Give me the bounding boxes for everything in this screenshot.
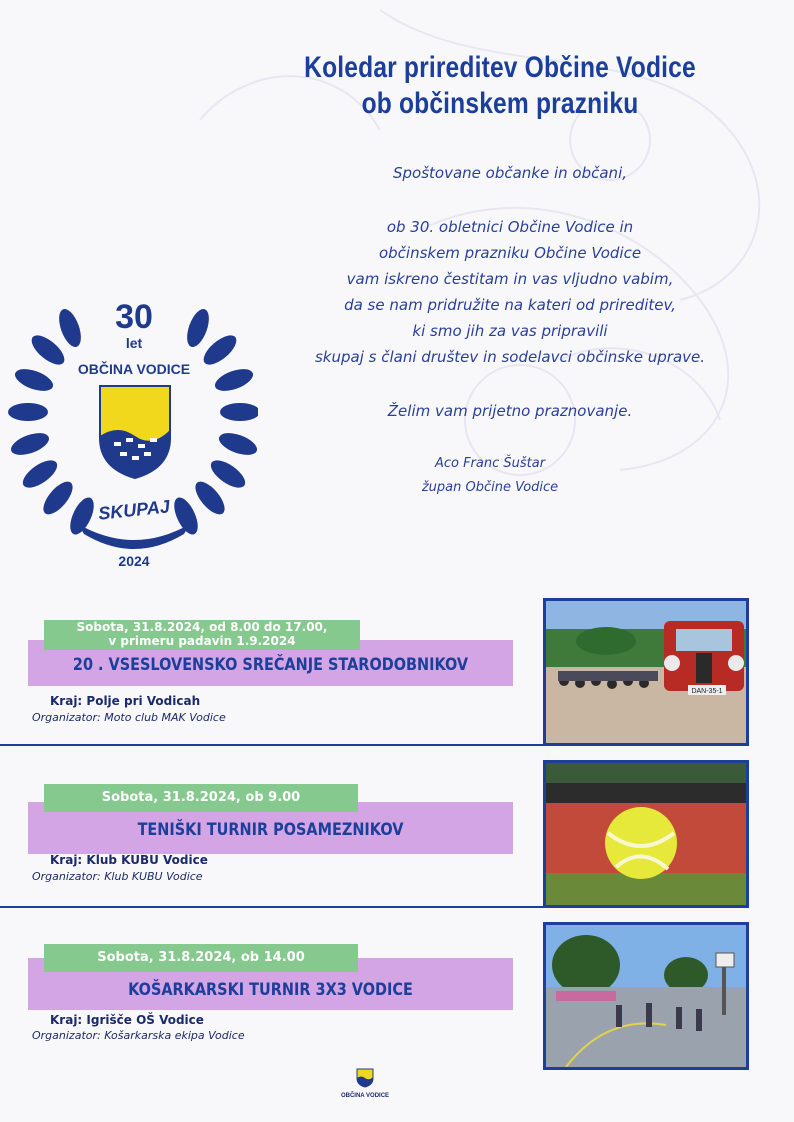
letter-line: ki smo jih za vas pripravili <box>412 322 608 340</box>
event-1-date-alt: v primeru padavin 1.9.2024 <box>108 634 296 648</box>
vintage-car-rally-photo <box>546 601 746 743</box>
emblem-year: 2024 <box>118 553 150 569</box>
event-3-organizer: Organizator: Košarkarska ekipa Vodice <box>32 1029 245 1042</box>
signature-name: Aco Franc Šuštar <box>434 456 546 471</box>
letter-line: ob 30. obletnici Občine Vodice in <box>386 218 634 236</box>
letter-greeting: Spoštovane občanke in občani, <box>392 164 628 182</box>
event-3-date: Sobota, 31.8.2024, ob 14.00 <box>97 950 305 965</box>
basketball-court-photo <box>546 925 746 1067</box>
emblem-motto: SKUPAJ <box>97 496 171 524</box>
event-2-organizer: Organizator: Klub KUBU Vodice <box>32 870 203 883</box>
license-plate: DAN-35-1 <box>691 688 723 695</box>
letter-line: skupaj s člani društev in sodelavci občinske uprave. <box>314 348 706 366</box>
letter-wish: Želim vam prijetno praznovanje. <box>387 402 633 420</box>
event-2-title: TENIŠKI TURNIR POSAMEZNIKOV <box>137 820 404 840</box>
title-line-2: ob občinskem prazniku <box>361 87 639 120</box>
letter-body <box>260 214 760 370</box>
emblem-let: let <box>125 335 143 351</box>
event-2-date-band <box>44 784 358 812</box>
coat-of-arms-icon <box>356 1068 374 1088</box>
letter-line: občinskem prazniku Občine Vodice <box>378 244 642 262</box>
anniversary-emblem <box>8 288 258 578</box>
event-1-location: Kraj: Polje pri Vodicah <box>50 694 201 708</box>
event-2-photo <box>543 760 749 908</box>
footer-logo <box>340 1068 390 1099</box>
event-1-date-band <box>44 620 360 650</box>
event-1-photo <box>543 598 749 746</box>
event-2-date: Sobota, 31.8.2024, ob 9.00 <box>101 790 301 805</box>
event-3-location: Kraj: Igrišče OŠ Vodice <box>50 1013 204 1027</box>
footer-logo-text: OBČINA VODICE <box>340 1093 390 1099</box>
tennis-ball-photo <box>546 763 746 905</box>
letter-line: vam iskreno čestitam in vas vljudno vabim, <box>346 270 674 288</box>
coat-of-arms-icon <box>100 386 170 478</box>
signature-role: župan Občine Vodice <box>421 480 559 495</box>
event-3-title: KOŠARKARSKI TURNIR 3X3 VODICE <box>128 980 413 1000</box>
page-title <box>295 50 705 122</box>
event-1-divider <box>0 744 545 746</box>
event-2-location: Kraj: Klub KUBU Vodice <box>50 853 208 867</box>
event-2-divider <box>0 906 545 908</box>
letter-line: da se nam pridružite na kateri od prireditev, <box>344 296 676 314</box>
emblem-name: OBČINA VODICE <box>77 361 191 377</box>
emblem-number: 30 <box>115 298 153 336</box>
event-1-date: Sobota, 31.8.2024, od 8.00 do 17.00, <box>76 620 328 634</box>
event-3-date-band <box>44 944 358 972</box>
event-1-organizer: Organizator: Moto club MAK Vodice <box>32 711 226 724</box>
letter-signature <box>300 452 680 500</box>
title-line-1: Koledar prireditev Občine Vodice <box>304 51 696 84</box>
event-3-photo <box>543 922 749 1070</box>
event-1-title: 20 . VSESLOVENSKO SREČANJE STARODOBNIKOV <box>72 655 469 675</box>
